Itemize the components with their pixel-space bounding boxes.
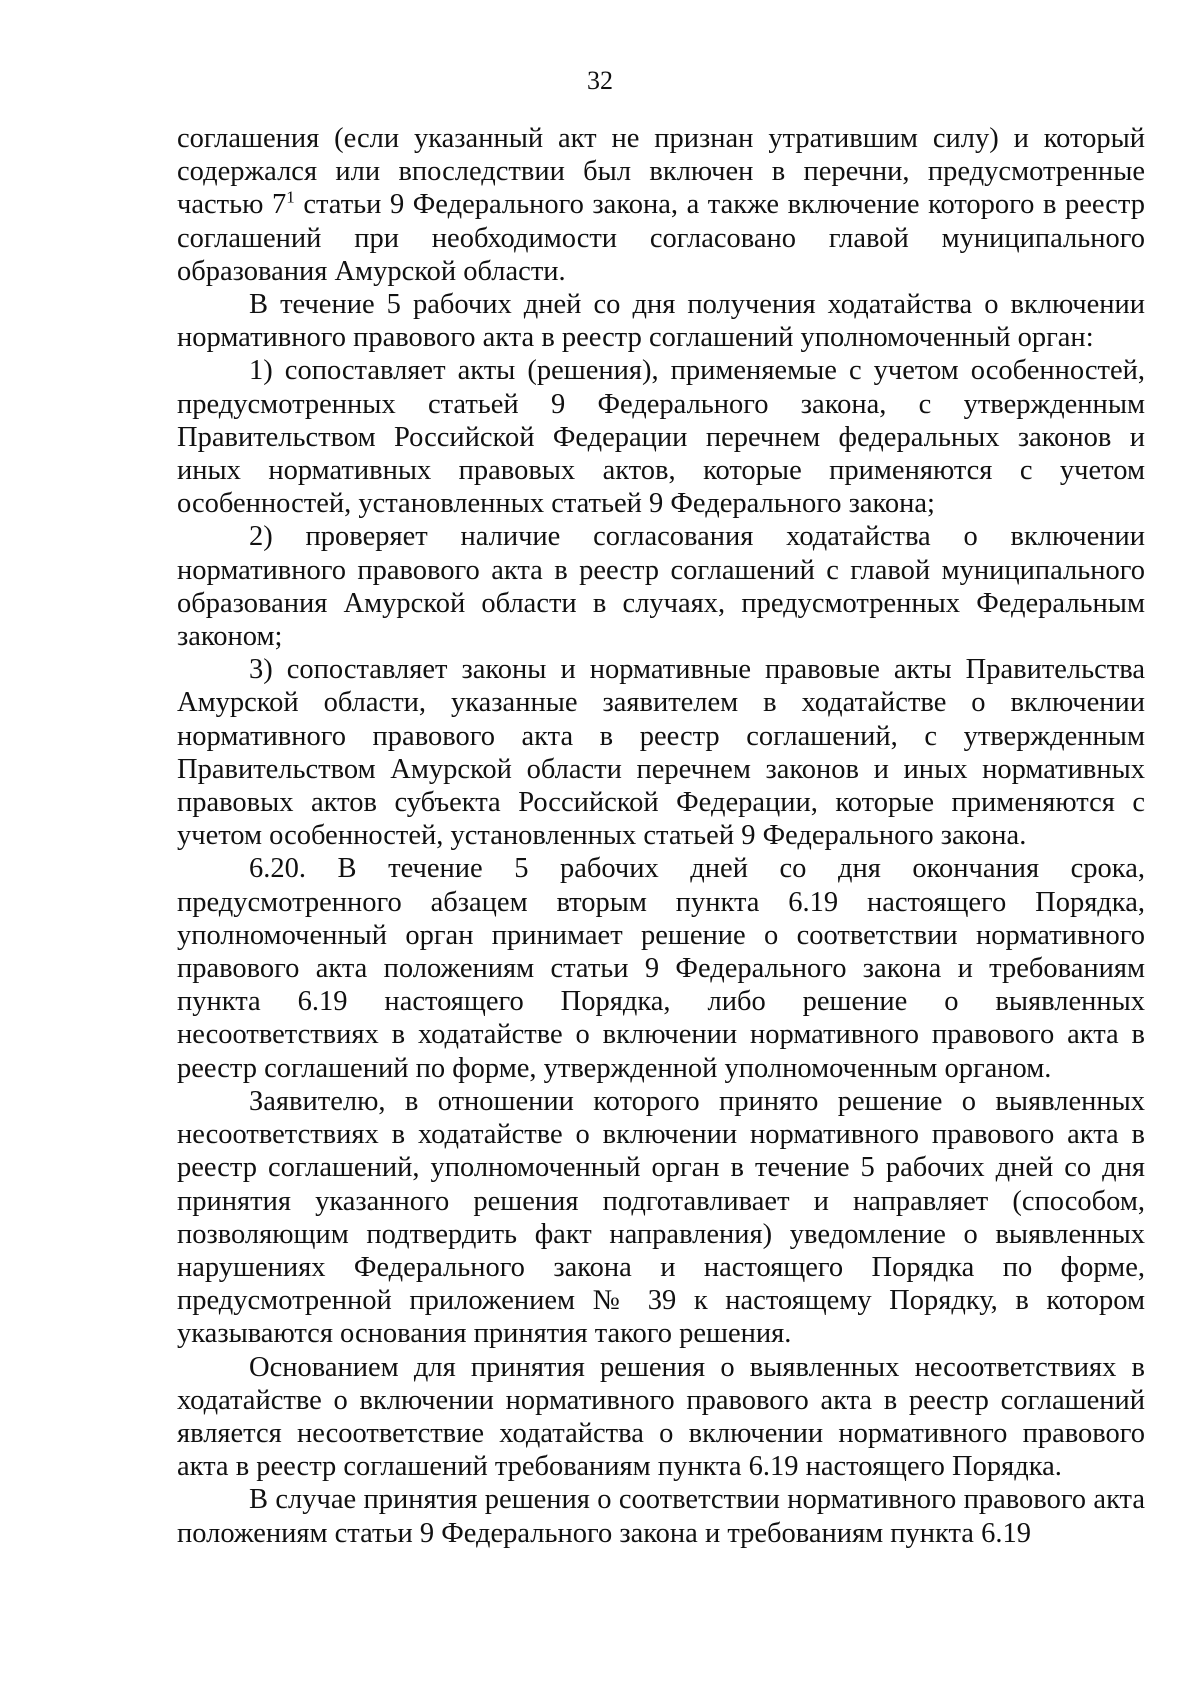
paragraph-2 — [177, 288, 1145, 354]
paragraph-text: 3) сопоставляет законы и нормативные правовые акты Правительства Амурской области, указанные заявителем в ходатайстве о включении нормативного правового акта в реестр соглашений, с утвержденным Правительством Амурской области перечнем законов и иных нормативных правовых актов субъекта Российской Федерации, которые применяются с учетом особенностей, установленных статьей 9 Федерального закона. — [177, 654, 1145, 852]
paragraph-text: соглашения (если указанный акт не признан утратившим силу) и который содержался или впоследствии был включен в перечни, предусмотренные частью 7 — [177, 123, 1145, 221]
paragraph-5 — [177, 653, 1145, 852]
paragraph-text: Основанием для принятия решения о выявленных несоответствиях в ходатайстве о включении нормативного правового акта в реестр соглашений является несоответствие ходатайства о включении нормативного правового акта в реестр соглашений требованиям пункта 6.19 настоящего Порядка. — [177, 1351, 1145, 1483]
superscript: 1 — [286, 187, 295, 207]
paragraph-4 — [177, 520, 1145, 653]
paragraph-text: 1) сопоставляет акты (решения), применяемые с учетом особенностей, предусмотренных статьей 9 Федерального закона, с утвержденным Правительством Российской Федерации перечнем федеральных законов и иных нормативных правовых актов, которые применяются с учетом особенностей, установленных статьей 9 Федерального закона; — [177, 355, 1145, 520]
paragraph-text: 6.20. В течение 5 рабочих дней со дня окончания срока, предусмотренного абзацем вторым пункта 6.19 настоящего Порядка, уполномоченный орган принимает решение о соответствии нормативного правового акта положениям статьи 9 Федерального закона и требованиям пункта 6.19 настоящего Порядка, либо решение о выявленных несоответствиях в ходатайстве о включении нормативного правового акта в реестр соглашений по форме, утвержденной уполномоченным органом. — [177, 853, 1145, 1084]
paragraph-text: 2) проверяет наличие согласования ходатайства о включении нормативного правового акта в реестр соглашений с главой муниципального образования Амурской области в случаях, предусмотренных Федеральным законом; — [177, 521, 1145, 653]
paragraph-text: В течение 5 рабочих дней со дня получения ходатайства о включении нормативного правового акта в реестр соглашений уполномоченный орган: — [177, 289, 1145, 354]
paragraph-1 — [177, 122, 1145, 288]
paragraph-text: статьи 9 Федерального закона, а также включение которого в реестр соглашений при необходимости согласовано главой муниципального образования Амурской области. — [177, 189, 1145, 287]
paragraph-text: Заявителю, в отношении которого принято решение о выявленных несоответствиях в ходатайстве о включении нормативного правового акта в реестр соглашений, уполномоченный орган в течение 5 рабочих дней со дня принятия указанного решения подготавливает и направляет (способом, позволяющим подтвердить факт направления) уведомление о выявленных нарушениях Федерального закона и настоящего Порядка по форме, предусмотренной приложением № 39 к настоящему Порядку, в котором указываются основания принятия такого решения. — [177, 1085, 1145, 1350]
paragraph-8 — [177, 1351, 1145, 1484]
paragraph-text: В случае принятия решения о соответствии нормативного правового акта положениям статьи 9 Федерального закона и требованиям пункта 6.19 — [177, 1484, 1145, 1549]
paragraph-6 — [177, 852, 1145, 1084]
paragraph-9 — [177, 1483, 1145, 1549]
paragraph-7 — [177, 1085, 1145, 1351]
page-number: 32 — [587, 66, 613, 95]
paragraph-3 — [177, 354, 1145, 520]
document-body — [177, 122, 1145, 1550]
